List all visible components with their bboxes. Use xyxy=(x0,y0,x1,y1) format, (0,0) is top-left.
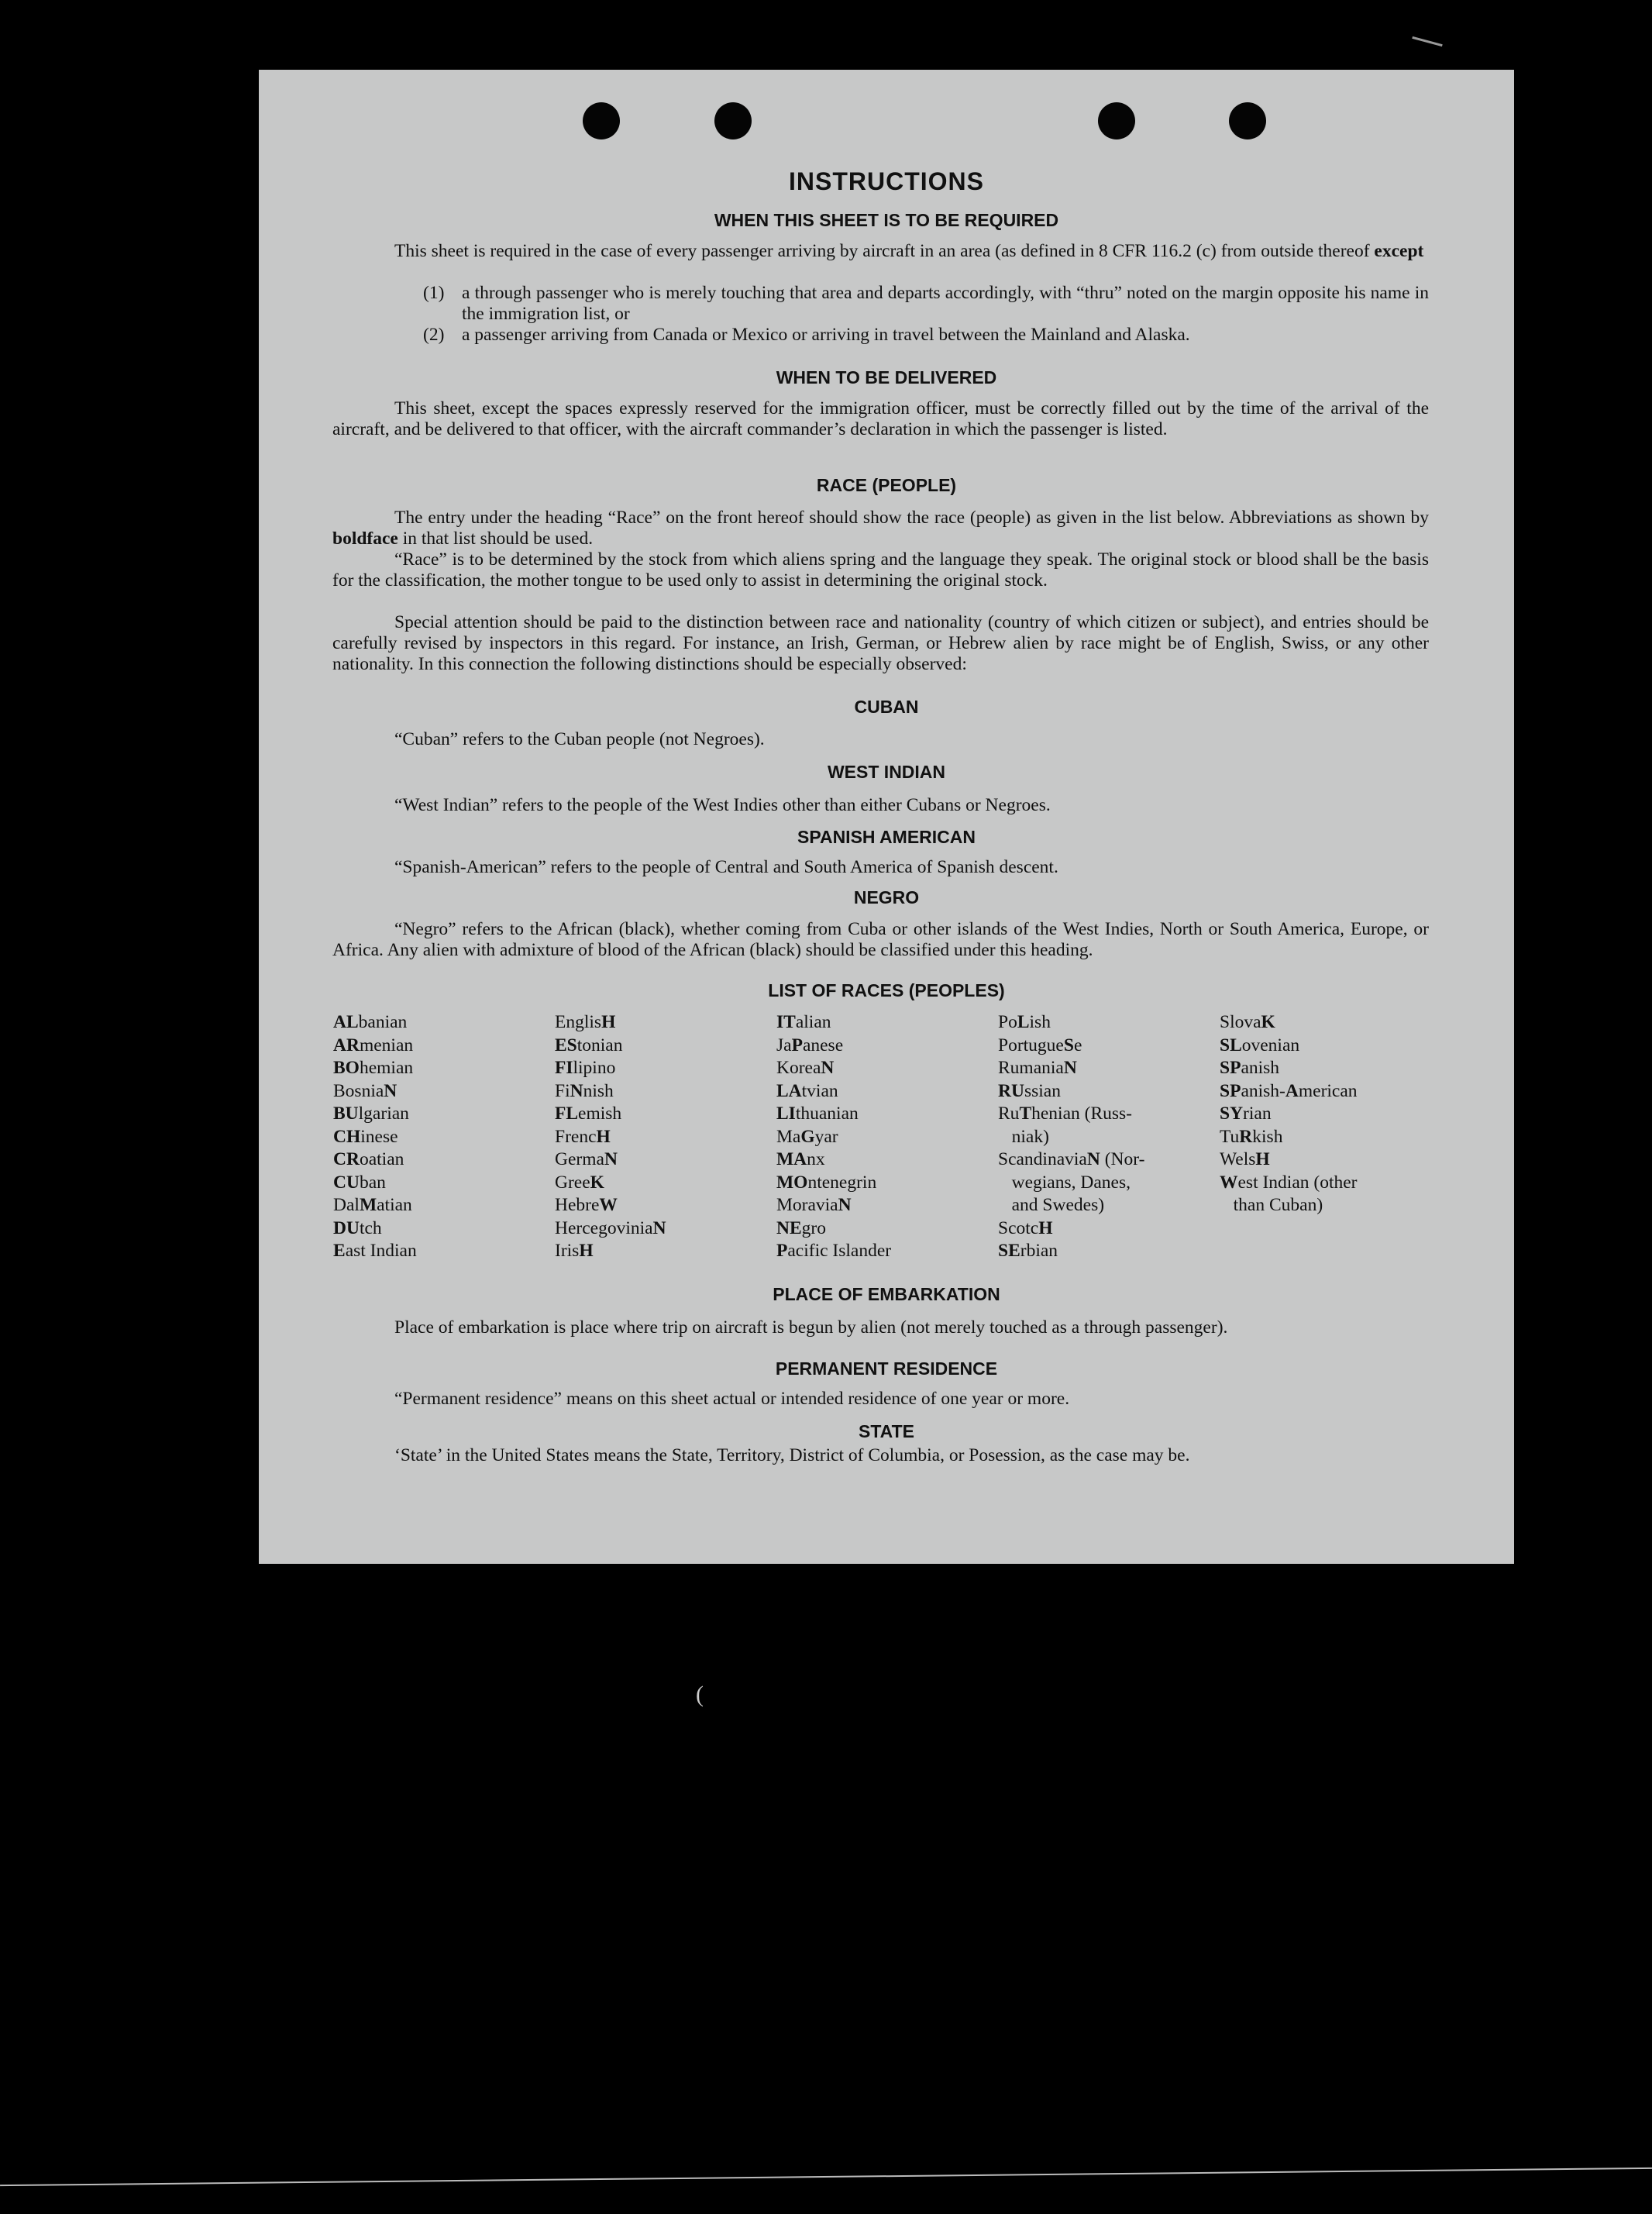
races-column xyxy=(1220,1011,1358,1217)
heading-embarkation: PLACE OF EMBARKATION xyxy=(773,1284,1000,1304)
race-entry: MAnx xyxy=(776,1149,825,1169)
required-item-2-number: (2) xyxy=(423,325,445,345)
race-entry: BosniaN xyxy=(333,1080,398,1101)
race-entry: RUssian xyxy=(998,1080,1061,1101)
race-entry: MOntenegrin xyxy=(776,1172,877,1193)
heading-negro: NEGRO xyxy=(853,887,920,907)
race-entry: ARmenian xyxy=(333,1035,414,1055)
race-entry: CRoatian xyxy=(333,1149,404,1169)
race-entry: HercegoviniaN xyxy=(555,1217,666,1238)
race-entry: FrencH xyxy=(555,1126,611,1147)
page-title: INSTRUCTIONS xyxy=(789,167,984,195)
state-text: ‘State’ in the United States means the State, Territory, District of Columbia, or Posession, as the case may be. xyxy=(394,1445,1190,1465)
west-indian-text: “West Indian” refers to the people of the West Indies other than either Cubans or Negroes. xyxy=(394,795,1051,815)
heading-residence: PERMANENT RESIDENCE xyxy=(775,1358,998,1379)
race-entry: FLemish xyxy=(555,1104,622,1124)
heading-state: STATE xyxy=(859,1421,914,1441)
race-entry: LIthuanian xyxy=(776,1104,859,1124)
heading-race: RACE (PEOPLE) xyxy=(816,475,957,495)
punch-hole xyxy=(1229,102,1266,139)
race-entry: West Indian (other xyxy=(1220,1172,1358,1193)
race-entry: CHinese xyxy=(333,1126,398,1147)
race-entry: LAtvian xyxy=(776,1080,838,1101)
race-entry: HebreW xyxy=(555,1195,618,1215)
heading-when-required: WHEN THIS SHEET IS TO BE REQUIRED xyxy=(714,210,1059,230)
embarkation-text: Place of embarkation is place where trip on aircraft is begun by alien (not merely touched as a through passenger). xyxy=(394,1317,1228,1338)
race-entry: GermaN xyxy=(555,1149,618,1169)
race-entry: SLovenian xyxy=(1220,1035,1300,1055)
race-entry: SErbian xyxy=(998,1241,1058,1261)
race-entry: EStonian xyxy=(555,1035,623,1055)
race-entry: niak) xyxy=(998,1126,1049,1147)
heading-cuban: CUBAN xyxy=(854,697,919,717)
race-entry: wegians, Danes, xyxy=(998,1172,1131,1193)
race-entry: ALbanian xyxy=(333,1012,408,1032)
race-entry: WelsH xyxy=(1220,1149,1270,1169)
required-item-1-number: (1) xyxy=(423,283,445,303)
required-intro: This sheet is required in the case of every passenger arriving by aircraft in an area (as defined in 8 CFR 116.2 (c) from outside thereof except xyxy=(394,241,1424,261)
races-column xyxy=(998,1011,1144,1263)
race-entry: MoraviaN xyxy=(776,1195,852,1215)
race-entry: SYrian xyxy=(1220,1104,1272,1124)
punch-hole xyxy=(583,102,620,139)
heading-spanish-american: SPANISH AMERICAN xyxy=(797,827,976,847)
race-entry: TuRkish xyxy=(1220,1126,1283,1147)
race-entry: SPanish xyxy=(1220,1058,1280,1078)
race-entry: and Swedes) xyxy=(998,1195,1105,1215)
required-item-1: a through passenger who is merely touching that area and departs accordingly, with “thru” noted on the margin opposite his name in the immigration list, or xyxy=(462,283,1429,324)
race-entry: NEgro xyxy=(776,1217,826,1238)
race-entry: RumaniaN xyxy=(998,1058,1077,1078)
punch-hole xyxy=(1098,102,1135,139)
race-paragraph-2: “Race” is to be determined by the stock from which aliens spring and the language they speak. The original stock or blood shall be the basis for the classification, the mother tongue to be used only to assist in determining the original stock. xyxy=(332,549,1429,591)
race-entry: BUlgarian xyxy=(333,1104,409,1124)
race-entry: MaGyar xyxy=(776,1126,838,1147)
scan-artifact: ( xyxy=(696,1682,704,1707)
race-paragraph-1: The entry under the heading “Race” on the front hereof should show the race (people) as given in the list below. Abbreviations as shown by boldface in that list should be used. xyxy=(332,508,1429,549)
race-entry: EnglisH xyxy=(555,1012,616,1032)
race-paragraph-3: Special attention should be paid to the distinction between race and nationality (country of which citizen or subject), and entries should be carefully revised by inspectors in this regard. For instance, an Irish, German, or Hebrew alien by race might be of English, Swiss, or any other nationality. In this connection the following distinctions should be especially observed: xyxy=(332,612,1429,674)
residence-text: “Permanent residence” means on this sheet actual or intended residence of one year or more. xyxy=(394,1389,1070,1409)
races-column xyxy=(333,1011,417,1263)
race-entry: PortugueSe xyxy=(998,1035,1082,1055)
race-entry: ITalian xyxy=(776,1012,831,1032)
race-entry: PoLish xyxy=(998,1012,1051,1032)
race-entry: ScotcH xyxy=(998,1217,1053,1238)
race-entry: East Indian xyxy=(333,1241,417,1261)
cuban-text: “Cuban” refers to the Cuban people (not Negroes). xyxy=(394,729,765,749)
required-item-2: a passenger arriving from Canada or Mexico or arriving in travel between the Mainland and Alaska. xyxy=(462,325,1190,345)
race-entry: GreeK xyxy=(555,1172,604,1193)
race-entry: SPanish-American xyxy=(1220,1080,1358,1101)
race-entry: FIlipino xyxy=(555,1058,616,1078)
race-entry: than Cuban) xyxy=(1220,1195,1323,1215)
punch-hole xyxy=(714,102,752,139)
race-entry: CUban xyxy=(333,1172,386,1193)
race-entry: BOhemian xyxy=(333,1058,414,1078)
scan-artifact xyxy=(1412,36,1442,46)
race-entry: ScandinaviaN (Nor- xyxy=(998,1149,1145,1169)
heading-races-list: LIST OF RACES (PEOPLES) xyxy=(768,980,1005,1000)
races-column xyxy=(555,1011,666,1263)
race-entry: RuThenian (Russ- xyxy=(998,1104,1133,1124)
race-entry: Pacific Islander xyxy=(776,1241,892,1261)
race-entry: DUtch xyxy=(333,1217,382,1238)
heading-when-delivered: WHEN TO BE DELIVERED xyxy=(776,367,997,387)
heading-west-indian: WEST INDIAN xyxy=(827,762,946,782)
race-entry: JaPanese xyxy=(776,1035,844,1055)
delivered-text: This sheet, except the spaces expressly reserved for the immigration officer, must be correctly filled out by the time of the arrival of the aircraft, and be delivered to that officer, with the aircraft commander’s declaration in which the passenger is listed. xyxy=(332,398,1429,439)
race-entry: KoreaN xyxy=(776,1058,835,1078)
negro-text: “Negro” refers to the African (black), whether coming from Cuba or other islands of the West Indies, North or South America, Europe, or Africa. Any alien with admixture of blood of the African (black) should be classified under this heading. xyxy=(332,919,1429,960)
race-entry: IrisH xyxy=(555,1241,594,1261)
race-entry: DalMatian xyxy=(333,1195,412,1215)
race-entry: SlovaK xyxy=(1220,1012,1275,1032)
instruction-sheet xyxy=(259,70,1514,1564)
scan-line xyxy=(0,2168,1652,2186)
race-entry: FiNnish xyxy=(555,1080,614,1101)
spanish-american-text: “Spanish-American” refers to the people of Central and South America of Spanish descent. xyxy=(394,857,1058,877)
races-column xyxy=(776,1011,891,1263)
